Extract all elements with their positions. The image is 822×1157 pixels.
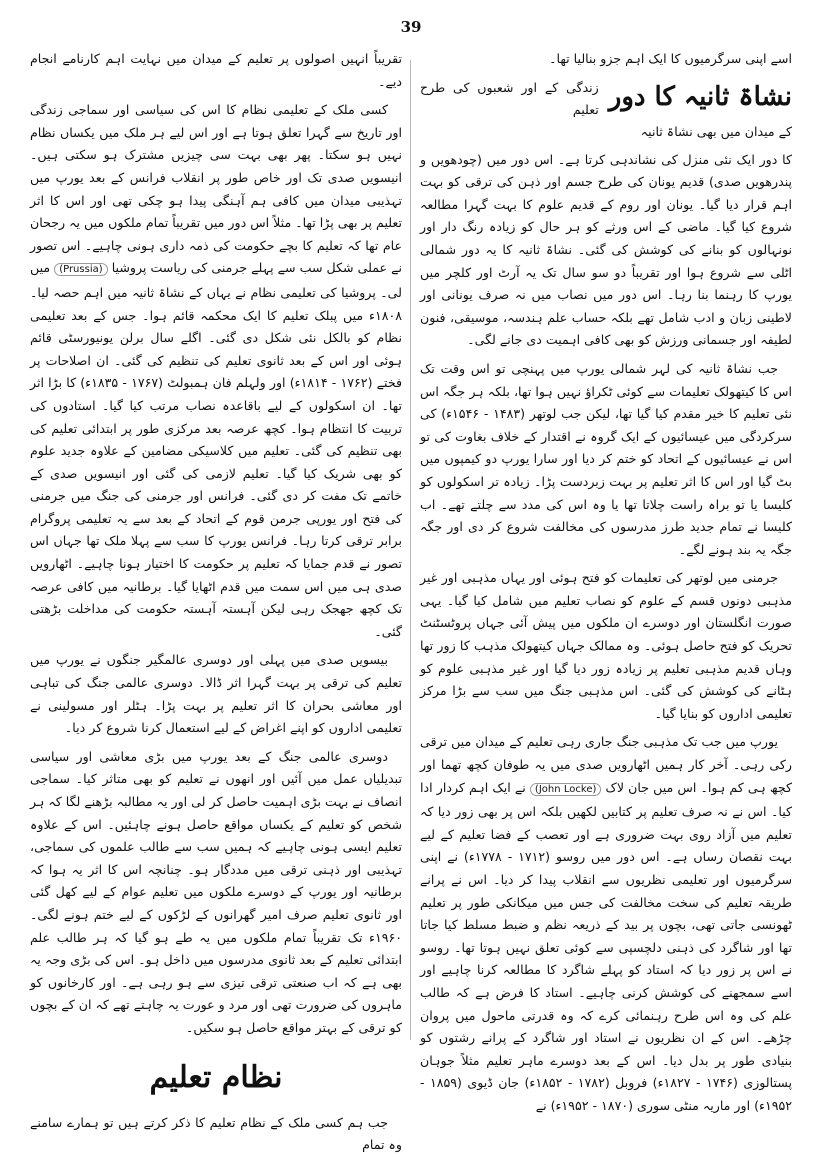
paragraph-reformation: جب نشاۃ ثانیہ کی لہر شمالی یورپ میں پہنچی تو اس وقت تک اس کا کیتھولک تعلیمات سے کوئی ٹکراؤ نہیں ہوا تھا، بلکہ ہر جگہ اس نئی تعلیم کا خیر مقدم کیا گیا تھا، لیکن جب لوتھر (۱۴۸۳ - ۱۵۴۶ء) کی سرکردگی میں عیسائیوں کے ایک گروہ نے اقتدار کے خلاف بغاوت کی تو اس نے عیسائیوں کے اتحاد کو ختم کر دیا اور سارا یورپ دو کیمپوں میں بٹ گیا اور اس کا اثر تعلیم پر بہت زبردست پڑا۔ زیادہ تر اسکولوں کو کلیسا یا تو براہ راست چلاتا تھا یا وہ اس کی مدد سے چلتے تھے۔ اب کلیسا نے تمام جدید طرز مدرسوں کی مخالفت شروع کر دی اور جگہ جگہ یہ بند ہونے لگے۔ [420,360,792,557]
prussia-text-after: میں لی۔ پروشیا کی تعلیمی نظام نے یہاں کے نشاۃ ثانیہ میں اہم حصہ لیا۔ ۱۸۰۸ء میں پبلک تعلیم کا ایک محکمہ قائم ہوا۔ جس کے بعد تعلیمی نظام کو بالکل نئی شکل دی گئی۔ اگلے سال برلن یونیورسٹی قائم ہوئی اور اس کے بعد ثانوی تعلیم کی تنظیم کی گئی۔ ان اصلاحات پر فختے (۱۷۶۲ - ۱۸۱۴ء) اور ولہلم فان ہمبولٹ (۱۷۶۷ - ۱۸۳۵ء) کا بڑا اثر تھا۔ ان اسکولوں کے لیے باقاعدہ نصاب مرتب کیا گیا۔ استادوں کی تربیت کا انتظام ہوا۔ کچھ عرصہ بعد مرکزی طور پر ابتدائی تعلیم کی بھی تنظیم کی گئی۔ تعلیم میں کلاسیکی مضامین کے علاوہ جدید علوم کو بھی شریک کیا گیا۔ تعلیم لازمی کی گئی اور انیسویں صدی کے خاتمے تک مفت کر دی گئی۔ فرانس اور جرمنی کی جنگ میں جرمنی کی فتح اور یورپی جرمن قوم کے اتحاد کے بعد سے یہ تعلیمی پروگرام برابر ترقی کرتا رہا۔ فرانس یورپ کا سب سے پہلا ملک تھا جہاں اس تصور نے قدم جمایا کہ تعلیم پر حکومت کا اختیار ہونا چاہیے۔ اٹھارویں صدی ہی میں اس سمت میں قدم اٹھایا گیا۔ برطانیہ میں کافی عرصہ تک کچھ جھجک رہی لیکن آہستہ آہستہ حکومت کی مداخلت بڑھتی گئی۔ [30,260,402,639]
renaissance-heading: نشاۃ ثانیہ کا دور [608,81,792,112]
locke-text-before: یورپ میں جب تک مذہبی جنگ جاری رہی تعلیم کے میدان میں ترقی رکی رہی۔ آخر کار ہمیں اٹھارویں صدی میں یہ طوفان کچھ تھما اور کچھ ہی کم ہوا۔ اس میں جان لاک [420,734,792,795]
locke-text-after: نے ایک اہم کردار ادا کیا۔ اس نے نہ صرف تعلیم پر کتابیں لکھیں بلکہ اس پر بھی زور دیا کہ تعلیم میں آزاد روی بہت ضروری ہے اور تعصب کے فضا تعلیم کے لیے بہت نقصان رساں ہے۔ اس دور میں روسو (۱۷۱۲ - ۱۷۷۸ء) نے اپنی سرگرمیوں اور تعلیمی نظریوں سے انقلاب پیدا کر دیا۔ اس نے پرانے طریقہ تعلیم کی سخت مخالفت کی جس میں میکانکی طور پر تعلیم ٹھونسی جاتی تھی، بچوں پر بید کے ذریعہ نظم و ضبط مسلط کیا جاتا تھا اور شاگرد کی ذہنی دلچسپی سے کوئی تعلق نہیں ہوتا تھا۔ روسو نے اس پر زور دیا کہ استاد کو پہلے شاگرد کا مطالعہ کرنا چاہیے اور اسے سمجھنے کی کوشش کرنی چاہیے۔ استاد کا فرض ہے کہ طالب علم کی وہ اس طرح رہنمائی کرے کہ وہ قدرتی ماحول میں پروان چڑھے۔ اس کے ان نظریوں نے استاد اور شاگرد کے پرانے رشتوں کو بنیادی طور پر بدل دیا۔ اس کے بعد دوسرے ماہر تعلیم مثلاً جوہان پستالوزی (۱۷۴۶ - ۱۸۲۷ء) فروبل (۱۷۸۲ - ۱۸۵۲ء) جان ڈیوی (۱۸۵۹ - ۱۹۵۲ء) اور ماریہ منٹی سوری (۱۸۷۰ - ۱۹۵۲ء) نے [420,779,792,1113]
paragraph-education-system: جب ہم کسی ملک کے نظام تعلیم کا ذکر کرتے ہیں تو ہمارے سامنے وہ تمام [30,1114,402,1153]
prussia-latin: (Prussia) [54,263,107,276]
education-system-heading: نظام تعلیم [149,1059,283,1095]
paragraph-prussia [30,99,402,643]
heading-side-line-1: زندگی کے اور شعبوں کی طرح تعلیم [420,79,599,117]
paragraph-renaissance: کا دور ایک نئی منزل کی نشاندہی کرتا ہے۔ اس دور میں (چودھویں و پندرھویں صدی) قدیم یونان کی طرح جسم اور ذہن کی ترقی کو بہت اہم قرار دیا گیا۔ یونان اور روم کے قدیم علوم کا بہت گہرا مطالعہ شروع کیا گیا۔ ماضی کے اس ورثے کو ہر حال کو زیادہ رنگ دار اور نونہالوں کو بنانے کی کوشش کی گئی۔ نشاۃ ثانیہ کا یہ دور شمالی اٹلی سے شروع ہوا اور تقریباً دو سو سال تک یہ آرٹ اور کلچر میں یورپ کا رہنما بنا رہا۔ اس دور میں نصاب میں نہ صرف یونانی اور لاطینی زبان و ادب شامل تھے بلکہ حساب علم ہندسہ، موسیقی، فنون لطیفہ اور جسمانی ورزش کو بھی کافی اہمیت دی جانے لگی۔ [420,151,792,348]
paragraph-world-wars: بیسویں صدی میں پہلی اور دوسری عالمگیر جنگوں نے یورپ میں تعلیم کی ترقی پر بہت گہرا اثر ڈالا۔ دوسری عالمی جنگ کی تباہی اور معاشی بحران کا اثر تعلیم پر بہت پڑا۔ ہٹلر اور مسولینی نے تعلیمی اداروں کو اپنے اغراض کے لیے استعمال کرنا شروع کر دیا۔ [30,652,402,736]
paragraph-locke-rousseau [420,731,792,1117]
paragraph-germany: جرمنی میں لوتھر کی تعلیمات کو فتح ہوئی اور یہاں مذہبی اور غیر مذہبی دونوں قسم کے علوم کو نصاب تعلیم میں شامل کیا گیا۔ یہی صورت انگلستان اور دوسرے ان ملکوں میں پیش آئی جہاں پروٹسٹنٹ تحریک کو فتح حاصل ہوئی۔ وہ ممالک جہاں کیتھولک مذہب کا زور تھا وہاں قدیم مذہبی تعلیم پر زیادہ زور دیا گیا اور غیر مذہبی علوم کو ہٹانے کی کوشش کی گئی۔ اس مذہبی جنگ میں سب سے بڑا مرکز تعلیمی اداروں کو بنایا گیا۔ [420,570,792,721]
heading-side-line-2: کے میدان میں بھی نشاۃ ثانیہ [640,123,792,139]
page-number: 39 [400,18,422,36]
left-column [30,48,402,1153]
paragraph-postwar: دوسری عالمی جنگ کے بعد یورپ میں بڑی معاشی اور سیاسی تبدیلیاں عمل میں آئیں اور انھوں نے تعلیم کو بھی متاثر کیا۔ سماجی انصاف نے بہت بڑی اہمیت حاصل کر لی اور یہ مطالبہ بڑھنے لگا کہ ہر شخص کو تعلیم کے یکساں مواقع حاصل ہونے چاہئیں۔ اس کے علاوہ تعلیم ایسی ہونی چاہیے کہ ہمیں سب سے طالب علموں کی سماجی، تہذیبی اور ذہنی ترقی میں مددگار ہو۔ چنانچہ اس کا اثر یہ ہوا کہ برطانیہ اور یورپ کے دوسرے ملکوں میں تعلیم عوام کے لیے کھل گئی اور ثانوی تعلیم صرف امیر گھرانوں کے لڑکوں کے لیے ختم ہونے لگی۔ ۱۹۶۰ء تک تقریباً تمام ملکوں میں یہ طے ہو گیا کہ ہر طالب علم ابتدائی تعلیم کے بعد ثانوی مدرسوں میں داخل ہو۔ اس کی بڑی وجہ یہ بھی ہے کہ اب صنعتی ترقی تیزی سے ہو رہی ہے۔ اور کارخانوں کو ماہروں کی ضرورت تھی اور مرد و عورت یہ چاہتے تھے کہ ان کے بچوں کو ترقی کے بہتر مواقع حاصل ہو سکیں۔ [30,748,402,1035]
column-divider [410,60,411,1040]
renaissance-heading-block [420,77,792,143]
prussia-text-before: کسی ملک کے تعلیمی نظام کا اس کی سیاسی اور سماجی زندگی اور تاریخ سے گہرا تعلق ہوتا ہے اور اس لیے ہر ملک میں یکساں نظام نہیں ہو سکتا۔ پھر بھی بہت سی چیزیں مشترک ہو سکتی ہیں۔ انیسویں صدی تک اور خاص طور پر انقلاب فرانس کے بعد یورپ میں تہذیبی میدان میں کافی ہم آہنگی پیدا ہو چکی تھی اور اس کا اثر تعلیم پر بھی پڑا تھا۔ مثلاً اس دور میں تقریباً تمام ملکوں میں یہ رجحان عام تھا کہ تعلیم کا بچے حکومت کی ذمہ داری ہونی چاہیے۔ اس تصور نے عملی شکل سب سے پہلے جرمنی کی ریاست پروشیا [30,102,402,276]
paragraph-continuation: تقریباً انہیں اصولوں پر تعلیم کے میدان میں نہایت اہم کارنامے انجام دیے۔ [30,51,402,89]
right-column [420,48,792,1113]
intro-line: اسے اپنی سرگرمیوں کا ایک اہم جزو بنالیا تھا۔ [549,51,792,66]
john-locke-latin: (John Locke) [530,783,601,796]
